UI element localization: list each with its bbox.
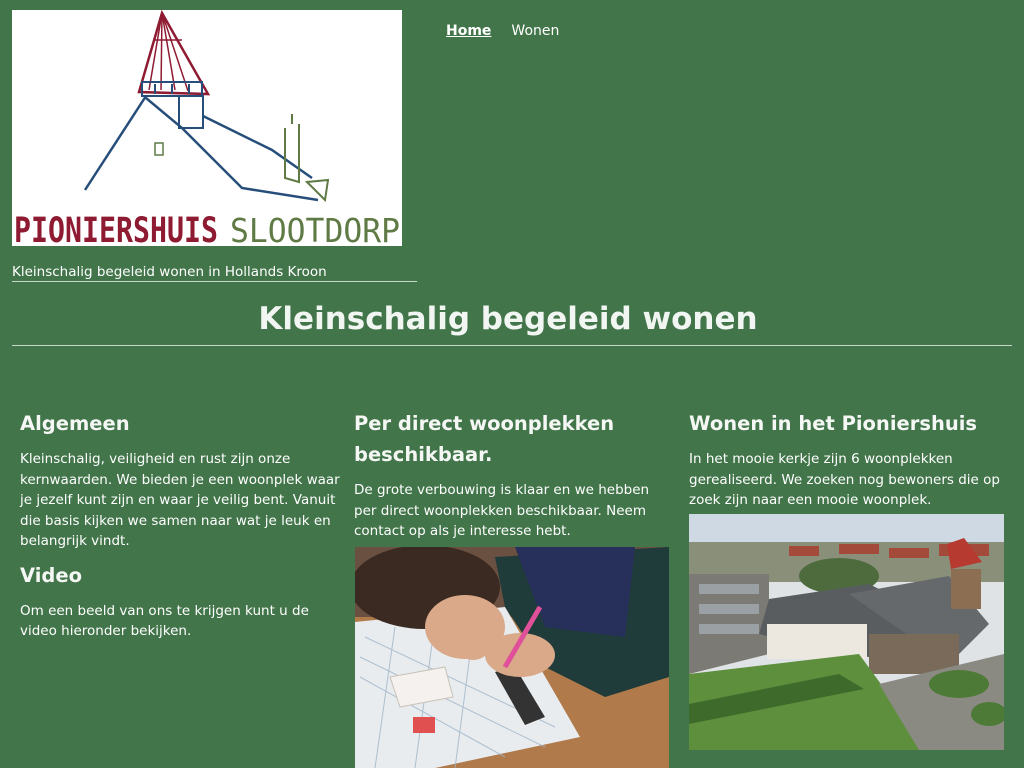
photo-crafting: [355, 547, 669, 768]
section-text-algemeen: Kleinschalig, veiligheid en rust zijn onze kernwaarden. We bieden je een woonplek waar je jezelf kunt zijn en waar je veilig bent. Vanuit die basis kijken we samen naar wat je leuk en belangrijk vindt.: [20, 451, 340, 549]
title-divider: [12, 345, 1012, 346]
section-text-wonen: In het mooie kerkje zijn 6 woonplekken gerealiseerd. We zoeken nog bewoners die op zoek zijn naar een mooie woonplek.: [689, 451, 1000, 508]
photo-pioniershuis-aerial: [689, 514, 1004, 750]
nav-item-home[interactable]: Home: [446, 23, 492, 39]
logo-text-right: SLOOTDORP: [230, 211, 400, 246]
section-heading-algemeen: Algemeen: [20, 412, 130, 435]
site-logo[interactable]: [12, 10, 402, 246]
section-heading-wonen: Wonen in het Pioniershuis: [689, 412, 978, 435]
main-nav: [446, 21, 559, 41]
nav-item-wonen[interactable]: Wonen: [511, 23, 560, 39]
tagline-divider: [12, 281, 417, 282]
column-wonen: [689, 408, 1009, 511]
column-beschikbaar: [354, 408, 674, 542]
site-tagline: Kleinschalig begeleid wonen in Hollands Kroon: [12, 264, 327, 280]
section-text-beschikbaar: De grote verbouwing is klaar en we hebben per direct woonplekken beschikbaar. Neem contact op als je interesse hebt.: [354, 482, 650, 539]
section-text-video: Om een beeld van ons te krijgen kunt u de video hieronder bekijken.: [20, 602, 309, 639]
church-logo-icon: [12, 10, 402, 246]
section-heading-beschikbaar: Per direct woonplekken beschikbaar.: [354, 412, 615, 466]
column-algemeen: [20, 408, 340, 642]
page-title: Kleinschalig begeleid wonen: [258, 301, 758, 337]
logo-text-left: PIONIERSHUIS: [14, 211, 218, 246]
section-heading-video: Video: [20, 563, 83, 587]
